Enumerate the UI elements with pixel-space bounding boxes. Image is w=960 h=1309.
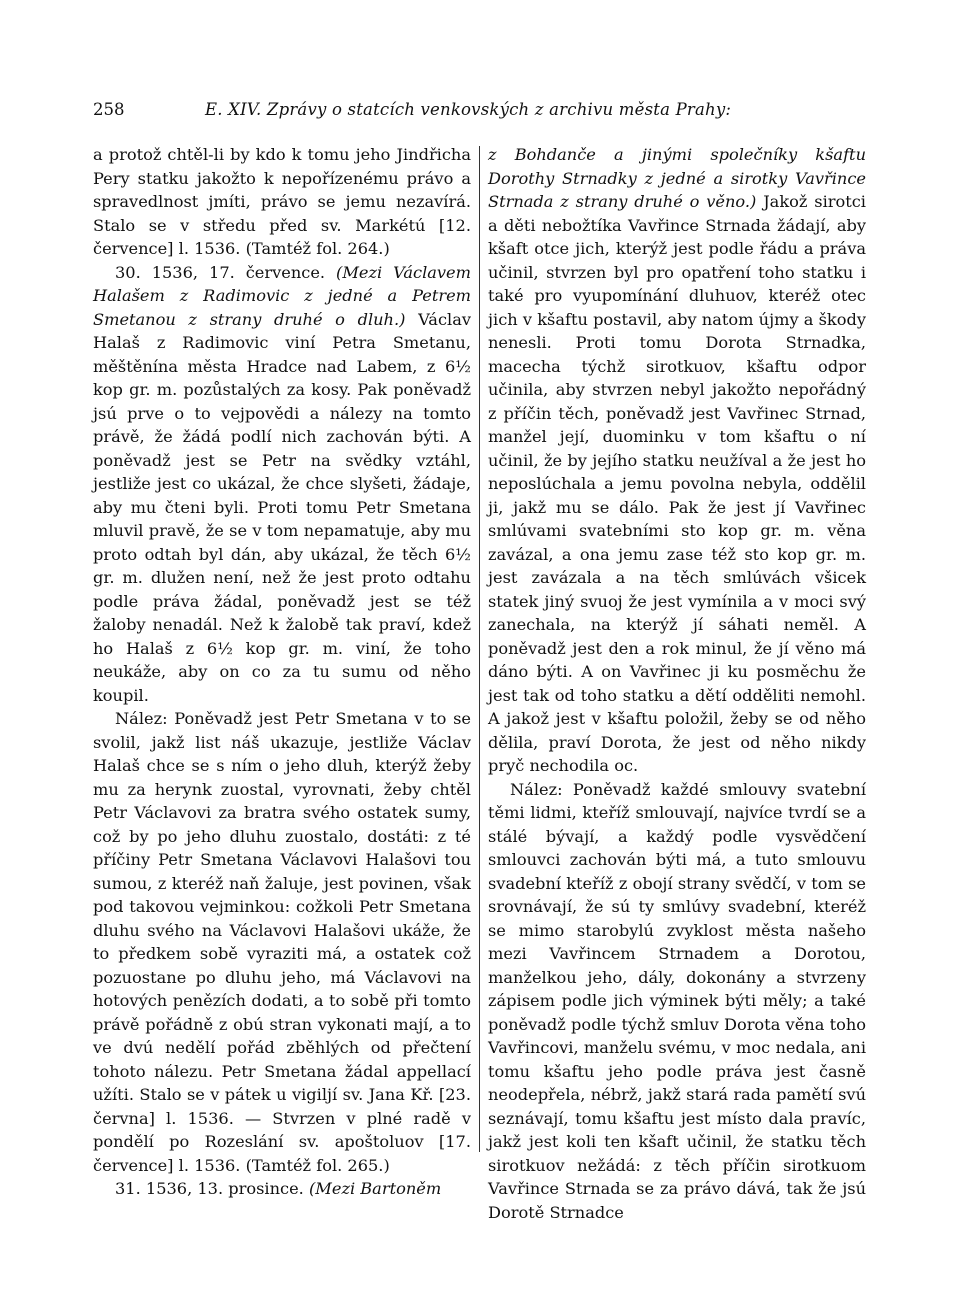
paragraph (93, 261, 471, 708)
paragraph: a protož chtěl-li by kdo k tomu jeho Jindřicha Pery statku jakožto k nepořízenému právo a spravedlnost jmíti, právo se jemu nezavírá. Stalo se v středu před sv. Markétú [12. července] l. 1536. (Tamtéž fol. 264.) (93, 145, 471, 258)
running-title: E. XIV. Zprávy o statcích venkovských z archivu města Prahy: (205, 100, 732, 119)
paragraph: Nález: Poněvadž každé smlouvy svatební těmi lidmi, kteříž smlouvají, najvíce tvrdí se a stálé bývají, a každý podle vysvědčení smlouvci zachován býti má, a tuto smlouvu svadební kteříž z obojí strany svědčí, v tom se srovnávají, že sú ty smlúvy svadební, kteréž se mimo starobylú zvyklost města našeho mezi Vavřincem Strnadem a Dorotou, manželkou jeho, dály, dokonány a stvrzeny zápisem podle jich výminek býti měly; a také poněvadž podle týchž smluv Dorota věna toho Vavřincovi, manželu svému, v moc nedala, ani tomu kšaftu jeho podle práva jest časně neodepřela, nébrž, jakž stará rada pamětí svú seznávají, tomu kšaftu jest místo dala pravíc, jakž jest koli ten kšaft učinil, že statku těch sirotkuov nežádá: z těch příčin sirotkuom Vavřince Strnada se za právo dává, tak že jsú Dorotě Strnadce (488, 779, 866, 1222)
right-column (488, 143, 866, 1224)
column-divider (479, 146, 480, 1152)
entry-subject: (Mezi Bartoněm (308, 1179, 442, 1198)
left-column (93, 143, 471, 1201)
entry-subject: (Mezi Václavem Halašem z Radimovic z jedné a Petrem Smetanou z strany druhé o dluh.) (93, 262, 471, 329)
page-header (93, 100, 863, 124)
entry-heading: 30. 1536, 17. července. (115, 262, 326, 282)
entry-text: Jakož sirotci a děti nebožtíka Vavřince Strnada žádají, aby kšaft otce jich, kterýž jest podle řádu a práva učinil, stvrzen byl pro opatření toho statku i také pro vyupomínání dluhuov, kteréž otec jich v kšaftu postavil, aby natom újmy a škody nenesli. Proti tomu Dorota Strnadka, macecha týchž sirotkuov, kšaftu odpor učinila, aby stvrzen nebyl jakožto nepořádný z příčin těch, poněvadž jest Vavřinec Strnad, manžel její, duominku v tom kšaftu o ní učinil, že by jejího statku neužíval a že jest ho neposlúchala a jemu povolna nebyla, oddělil ji, jakž mu se dálo. Pak že jest jí Vavřinec smlúvami svatebními sto kop gr. m. věna zavázal, a ona jemu zase též sto kop gr. m. jest zavázala a na těch smlúvách všicek statek jiný svuoj že jest vymínila a v moci svý zanechala, na kterýž jí sáhati neměl. A poněvadž jest den a rok minul, že jí věno má dáno býti. A on Vavřinec ji ku posměchu že jest tak od toho statku a dětí odděliti nemohl. A jakož jest v kšaftu položil, žeby se od něho dělila, praví Dorota, že jest od něho nikdy pryč nechodila oc. (488, 192, 866, 775)
paragraph (488, 143, 866, 778)
entry-text: Václav Halaš z Radimovic viní Petra Smetanu, měštěnína města Hradce nad Labem, z 6½ kop gr. m. pozůstalých za kosy. Pak poněvadž jsú prve o to vejpovědi a nálezy na tomto právě, že žádá podlí nich zachován býti. A poněvadž jest se Petr na svědky vztáhl, jestliže jest co ukázal, že chce slyšeti, žádaje, aby mu čteni byli. Proti tomu Petr Smetana mluvil pravě, že se v tom nepamatuje, aby mu proto odtah byl dán, aby ukázal, že těch 6½ gr. m. dlužen není, než že jest proto odtahu podle práva žádal, poněvadž jest se též žaloby nenadál. Než k žalobě tak praví, kdež ho Halaš z 6½ kop gr. m. viní, že toho neukáže, aby on co za tu sumu od něho koupil. (93, 309, 471, 705)
paragraph (93, 1177, 471, 1201)
entry-heading: 31. 1536, 13. prosince. (115, 1179, 304, 1198)
entry-subject: z Bohdanče a jinými společníky kšaftu Dorothy Strnadky z jedné a sirotky Vavřince Strnada z strany druhé o věno.) (488, 145, 866, 211)
page-number: 258 (93, 100, 125, 119)
paragraph: Nález: Poněvadž jest Petr Smetana v to se svolil, jakž list náš ukazuje, jestliže Václav Halaš chce se s ním o jeho dluh, kterýž žeby mu za herynk zuostal, vyrovnati, žeby chtěl Petr Václavovi za bratra svého ostatek sumy, což by po jeho dluhu zuostalo, dostáti: z té příčiny Petr Smetana Václavovi Halašovi tou sumou, z kteréž naň žaluje, jest povinen, však pod takovou vejminkou: cožkoli Petr Smetana dluhu svého na Václavovi Halašovi ukáže, že to předkem sobě vyraziti má, a ostatek což pozuostane po dluhu jeho, má Václavovi na hotových penězích dodati, a to sobě při tomto právě pořádně z obú stran vykonati mají, a to ve dvú nedělí pořád zběhlých od přečtení tohoto nálezu. Petr Smetana žádal appellací užíti. Stalo se v pátek u vigiljí sv. Jana Kř. [23. června] l. 1536. — Stvrzen v plné radě v pondělí po Rozeslání sv. apoštoluov [17. července] l. 1536. (Tamtéž fol. 265.) (93, 709, 471, 1175)
